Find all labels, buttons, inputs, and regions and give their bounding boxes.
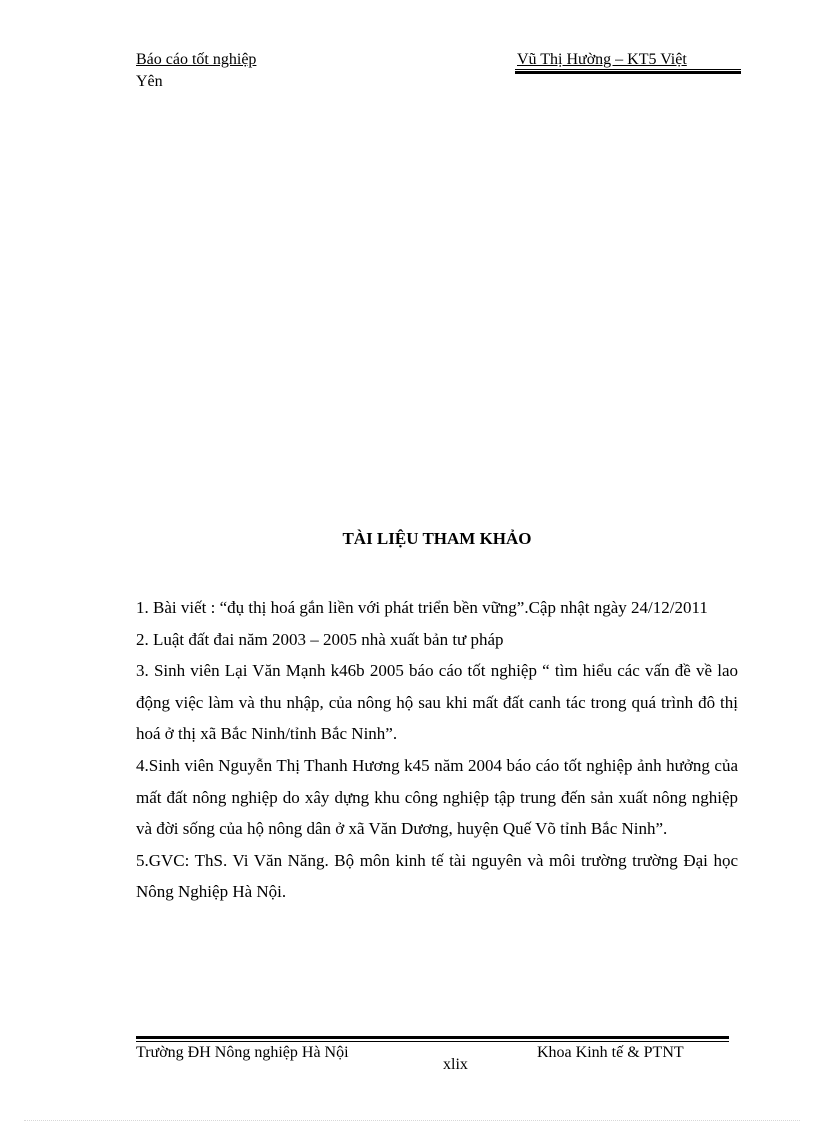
reference-item-1: 1. Bài viết : “đụ thị hoá gắn liền với phát triển bền vững”.Cập nhật ngày 24/12/2011 [136, 598, 708, 617]
section-title: TÀI LIỆU THAM KHẢO [342, 529, 532, 548]
footer-rule-thick [136, 1036, 729, 1039]
header-rule-thin [515, 69, 741, 70]
reference-item-2: 2. Luật đất đai năm 2003 – 2005 nhà xuất bản tư pháp [136, 629, 504, 649]
reference-item-5: 5.GVC: ThS. Vi Văn Năng. Bộ môn kinh tế tài nguyên và môi trường trường Đại học Nông Nghiệp Hà Nội. [136, 850, 738, 902]
page-edge-divider [24, 1120, 800, 1121]
header-rule-thick [515, 71, 741, 74]
footer-university: Trường ĐH Nông nghiệp Hà Nội [136, 1044, 349, 1061]
footer-rule-thin [136, 1041, 729, 1042]
page-number: xlix [443, 1056, 468, 1073]
header-author-wrap: Yên [136, 73, 163, 90]
header-author: Vũ Thị Hường – KT5 Việt [517, 51, 687, 68]
reference-item-4: 4.Sinh viên Nguyễn Thị Thanh Hương k45 năm 2004 báo cáo tốt nghiệp ảnh hưởng của mất đất nông nghiệp do xây dựng khu công nghiệp tập trung đến sản xuất nông nghiệp và đời sống của hộ nông dân ở xã Văn Dương, huyện Quế Võ tỉnh Bắc Ninh”. [136, 755, 738, 839]
header-report-title: Báo cáo tốt nghiệp [136, 51, 257, 68]
footer-faculty: Khoa Kinh tế & PTNT [537, 1044, 684, 1061]
reference-list [136, 592, 738, 908]
reference-item-3: 3. Sinh viên Lại Văn Mạnh k46b 2005 báo cáo tốt nghiệp “ tìm hiểu các vấn đề về lao động việc làm và thu nhập, của nông hộ sau khi mất đất canh tác trong quá trình đô thị hoá ở thị xã Bắc Ninh/tỉnh Bắc Ninh”. [136, 661, 738, 744]
